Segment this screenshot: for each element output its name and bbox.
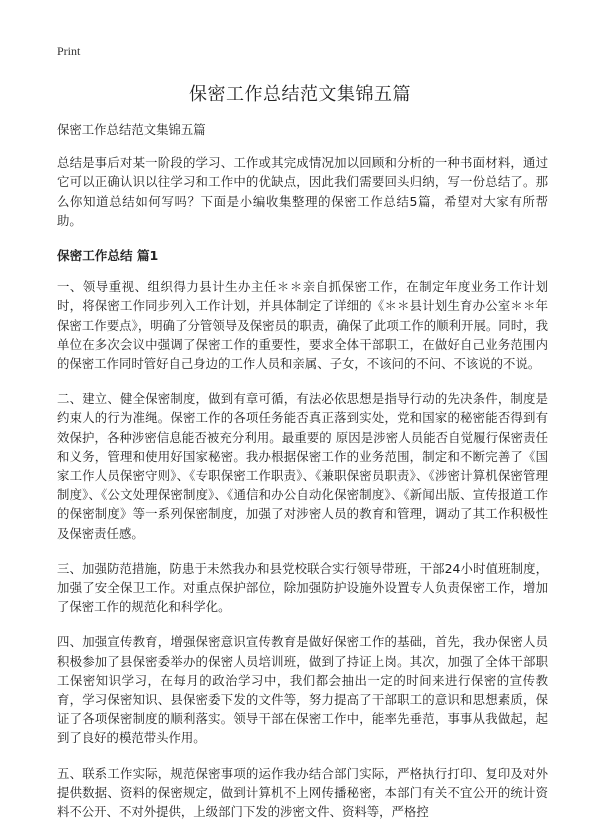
- body-paragraph: 五、联系工作实际，规范保密事项的运作我办结合部门实际，严格执行打印、复印及对外提供数据、资料的保密规定，做到计算机不上网传播秘密，本部门有关不宜公开的统计资料不公开、不对外提供，上级部门下发的涉密文件、资料等，严格控: [57, 765, 548, 820]
- document-subtitle: 保密工作总结范文集锦五篇: [57, 122, 206, 137]
- body-paragraph: 四、加强宣传教育，增强保密意识宣传教育是做好保密工作的基础，首先，我办保密人员积极参加了县保密委举办的保密人员培训班，做到了持证上岗。其次，加强了全体干部职工保密知识学习，在每月的政治学习中，我们都会抽出一定的时间来进行保密的宣传教育，学习保密知识、县保密委下发的文件等，努力提高了干部职工的意识和思想素质，保证了各项保密制度的顺利落实。领导干部在保密工作中，能率先垂范，事事从我做起，起到了良好的模范带头作用。: [57, 634, 548, 746]
- body-paragraph: 二、建立、健全保密制度，做到有章可循，有法必依思想是指导行动的先决条件，制度是约束人的行为准绳。保密工作的各项任务能否真正落到实处，党和国家的秘密能否得到有效保护，各种涉密信息能否被充分利用。最重要的 原因是涉密人员能否自觉履行保密责任和义务，管理和使用好国家秘密。我办根据保密工作的业务范围，制定和不断完善了《国家工作人员保密守则》、《专职保密工作职责》、《兼职保密员职责》、《涉密计算机保密管理制度》、《公文处理保密制度》、《通信和办公自动化保密制度》、《新闻出版、宣传报道工作的保密制度》等一系列保密制度，加强了对涉密人员的教育和管理，调动了其工作积极性及保密责任感。: [57, 391, 548, 541]
- body-paragraph: 一、领导重视、组织得力县计生办主任＊＊亲自抓保密工作，在制定年度业务工作计划时，将保密工作同步列入工作计划，并具体制定了详细的《＊＊县计划生育办公室＊＊年保密工作要点》，明确了分管领导及保密员的职责，确保了此项工作的顺利开展。同时，我单位在多次会议中强调了保密工作的重要性，要求全体干部职工，在做好自己业务范围内的保密工作同时管好自己身边的工作人员和亲属、子女，不该问的不问、不该说的不说。: [57, 279, 548, 372]
- document-title: 保密工作总结范文集锦五篇: [189, 84, 411, 105]
- body-paragraph: 三、加强防范措施，防患于未然我办和县党校联合实行领导带班，干部24小时值班制度，加强了安全保卫工作。对重点保护部位，除加强防护设施外设置专人负责保密工作，增加了保密工作的规范化和科学化。: [57, 560, 548, 615]
- document-body: [57, 120, 548, 828]
- intro-paragraph: 总结是事后对某一阶段的学习、工作或其完成情况加以回顾和分析的一种书面材料，通过它可以正确认识以往学习和工作中的优缺点，因此我们需要回头归纳，写一份总结了。那么你知道总结如何写吗？下面是小编收集整理的保密工作总结5篇，希望对大家有所帮助。: [57, 155, 548, 228]
- section-heading: 保密工作总结 篇1: [57, 248, 159, 264]
- print-link[interactable]: Print: [57, 44, 81, 58]
